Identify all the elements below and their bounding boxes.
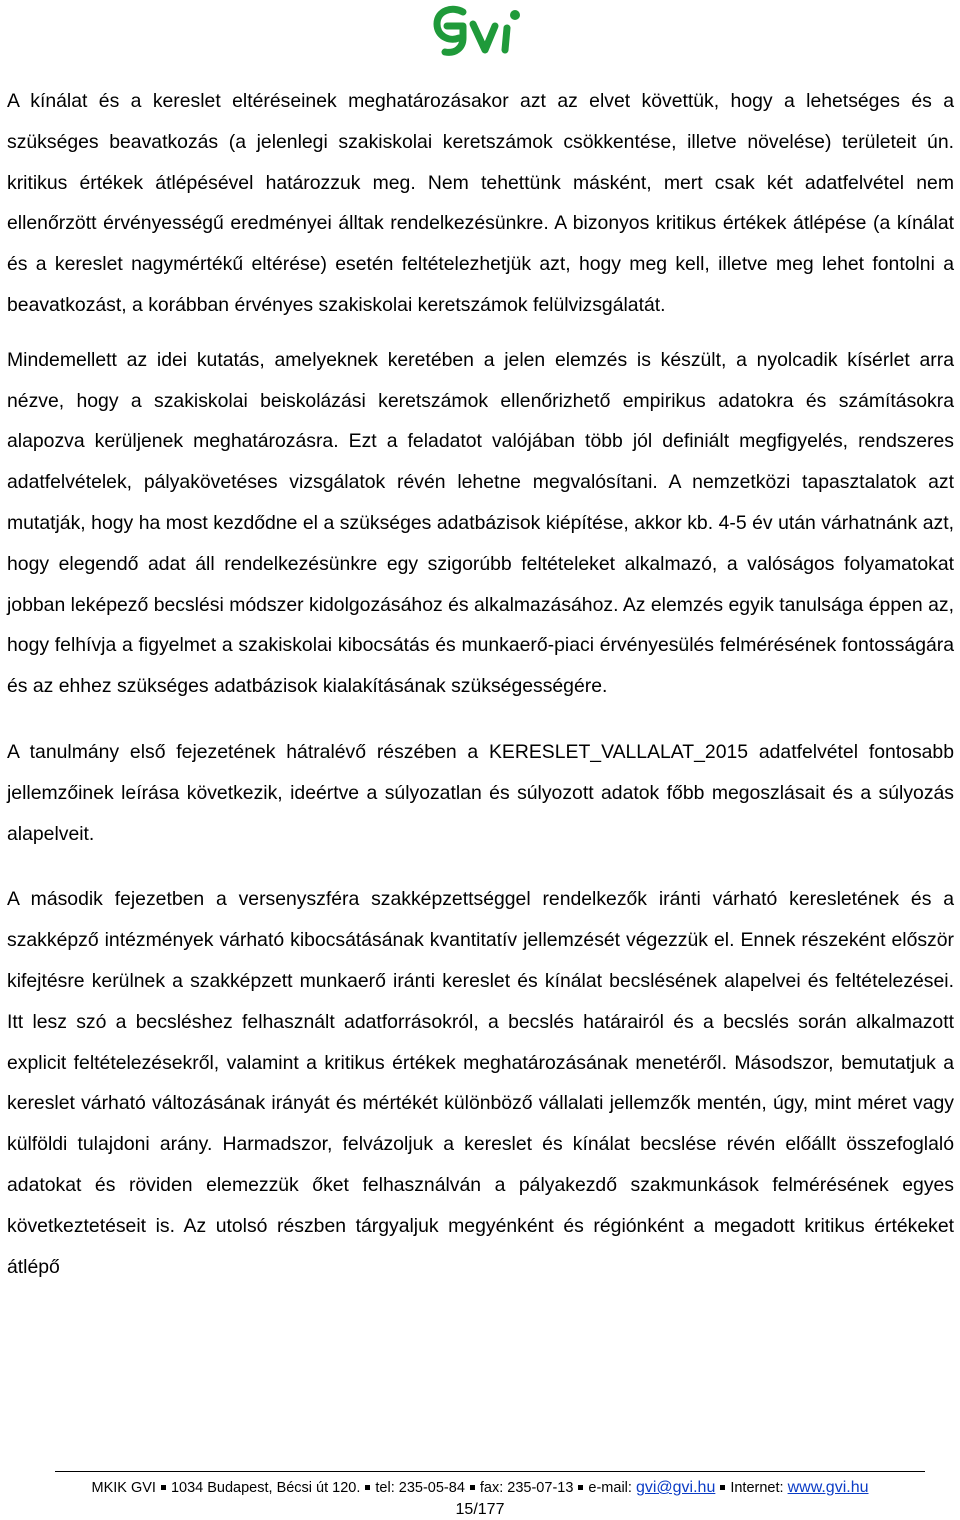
footer-email-label: e-mail: [588, 1480, 632, 1496]
footer [0, 1478, 960, 1498]
paragraph: Mindemellett az idei kutatás, amelyeknek keretében a jelen elemzés is készült, a nyolcadik kísérlet arra nézve, hogy a szakiskolai beiskolázási keretszámok ellenőrizhető empirikus adatokra és számításokra alapozva kerüljenek meghatározásra. Ezt a feladatot valójában több jól definiált megfigyelés, rendszeres adatfelvételek, pályakövetéses vizsgálatok révén lehetne megvalósítani. A nemzetközi tapasztalatok azt mutatják, hogy ha most kezdődne el a szükséges adatbázisok kiépítése, akkor kb. 4-5 év után várhatnánk azt, hogy elegendő adat áll rendelkezésünkre egy szigorúbb feltételeket alkalmazó, a valóságos folyamatokat jobban leképező becslési módszer kidolgozásához és alkalmazásához. Az elemzés egyik tanulsága éppen az, hogy felhívja a figyelmet a szakiskolai kibocsátás és munkaerő-piaci érvényesülés felmérésének fontosságára és az ehhez szükséges adatbázisok kialakításának szükségességére. [7, 348, 954, 698]
bullet-separator [470, 1485, 475, 1490]
footer-tel: tel: 235-05-84 [375, 1480, 465, 1496]
bullet-separator [578, 1485, 583, 1490]
bullet-separator [161, 1485, 166, 1490]
document-body [7, 81, 954, 1287]
footer-internet-label: Internet: [730, 1480, 784, 1496]
website-link[interactable]: www.gvi.hu [787, 1479, 869, 1496]
footer-org: MKIK GVI [91, 1480, 156, 1496]
paragraph: A tanulmány első fejezetének hátralévő részében a KERESLET_VALLALAT_2015 adatfelvétel fontosabb jellemzőinek leírása következik, ideértve a súlyozatlan és súlyozott adatok főbb megoszlásait és a súlyozás alapelveit. [7, 740, 954, 845]
paragraph: A második fejezetben a versenyszféra szakképzettséggel rendelkezők iránti várható keresletének és a szakképző intézmények várható kibocsátásának kvantitatív jellemzését végezzük el. Ennek részeként először kifejtésre kerülnek a szakképzett munkaerő iránti kereslet és kínálat becslésének alapelvei és feltételezései. Itt lesz szó a becsléshez felhasznált adatforrásokról, a becslés határairól és a becslés során alkalmazott explicit feltételezésekről, valamint a kritikus értékek meghatározásának menetéről. Másodszor, bemutatjuk a kereslet várható változásának irányát és mértékét különböző vállalati jellemzők mentén, úgy, mint méret vagy külföldi tulajdoni arány. Harmadszor, felvázoljuk a kereslet és kínálat becslése révén előállt összefoglaló adatokat és röviden elemezzük őket felhasználván a pályakezdő szakmunkások felmérésének egyes következtetéseit is. Az utolsó részben tárgyaljuk megyénként és régiónként a megadott kritikus értékeket átlépő [7, 888, 954, 1278]
page-number: 15/177 [455, 1501, 505, 1518]
footer-address: 1034 Budapest, Bécsi út 120. [170, 1480, 361, 1496]
email-link[interactable]: gvi@gvi.hu [635, 1479, 716, 1496]
bullet-separator [365, 1485, 370, 1490]
paragraph: A kínálat és a kereslet eltéréseinek meghatározásakor azt az elvet követtük, hogy a lehetséges és a szükséges beavatkozás (a jelenlegi szakiskolai keretszámok csökkentése, illetve növelése) területeit ún. kritikus értékek átlépésével határozzuk meg. Nem tehettünk másként, mert csak két adatfelvétel nem ellenőrzött érvényességű eredményei álltak rendelkezésünkre. A bizonyos kritikus értékek átlépése (a kínálat és a kereslet nagymértékű eltérése) esetén feltételezhetjük azt, hogy meg kell, illetve meg lehet fontolni a beavatkozást, a korábban érvényes szakiskolai keretszámok felülvizsgálatát. [7, 90, 954, 316]
footer-divider [55, 1471, 925, 1472]
gvi-logo [433, 4, 525, 56]
bullet-separator [720, 1485, 725, 1490]
footer-fax: fax: 235-07-13 [479, 1480, 574, 1496]
